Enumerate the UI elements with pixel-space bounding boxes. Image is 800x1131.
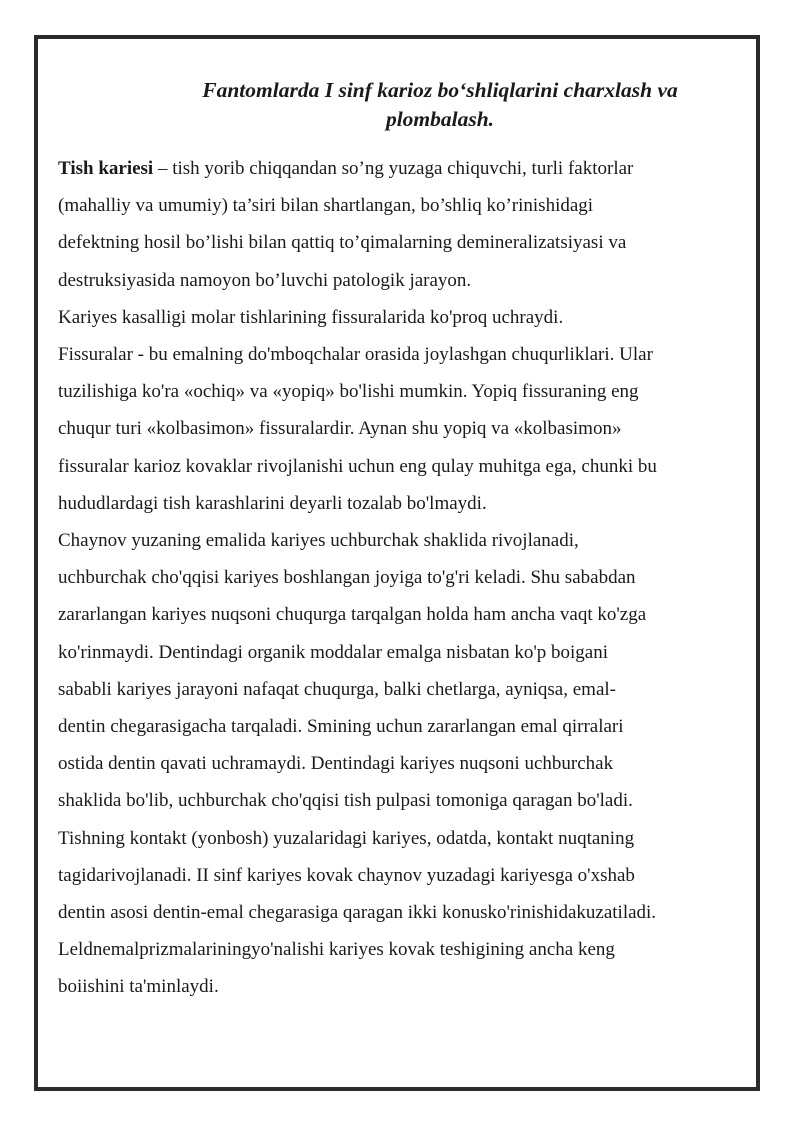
text-line: Kariyes kasalligi molar tishlarining fissuralarida ko'proq uchraydi. <box>58 306 564 328</box>
text-line: sababli kariyes jarayoni nafaqat chuqurga, balki chetlarga, ayniqsa, emal- <box>58 678 616 700</box>
text-line: zararlangan kariyes nuqsoni chuqurga tarqalgan holda ham ancha vaqt ko'zga <box>58 604 647 626</box>
text-line: defektning hosil bo’lishi bilan qattiq to’qimalarning demineralizatsiyasi va <box>58 232 627 254</box>
text-line: (mahalliy va umumiy) ta’siri bilan shartlangan, bo’shliq ko’rinishidagi <box>58 195 594 217</box>
text-line: Tishning kontakt (yonbosh) yuzalaridagi kariyes, odatda, kontakt nuqtaning <box>58 827 635 849</box>
definition-line <box>58 150 758 187</box>
text-line: Leldnemalprizmalariningyo'nalishi kariyes kovak teshigining ancha keng <box>58 939 615 961</box>
text-line: dentin chegarasigacha tarqaladi. Smining uchun zararlangan emal qirralari <box>58 716 624 738</box>
document-body <box>58 150 758 1006</box>
text-line: ostida dentin qavati uchramaydi. Dentindagi kariyes nuqsoni uchburchak <box>58 753 614 775</box>
text-line: uchburchak cho'qqisi kariyes boshlangan joyiga to'g'ri keladi. Shu sababdan <box>58 567 636 589</box>
text-line: boiishini ta'minlaydi. <box>58 976 219 998</box>
text-line: chuqur turi «kolbasimon» fissuralardir. Aynan shu yopiq va «kolbasimon» <box>58 418 622 440</box>
title-line: plombalash. <box>385 107 495 131</box>
definition-text: – tish yorib chiqqandan so’ng yuzaga chiquvchi, turli faktorlar <box>153 158 634 179</box>
definition-term: Tish kariesi <box>58 158 154 179</box>
text-line: shaklida bo'lib, uchburchak cho'qqisi tish pulpasi tomoniga qaragan bo'ladi. <box>58 790 633 812</box>
text-line: ko'rinmaydi. Dentindagi organik moddalar emalga nisbatan ko'p boigani <box>58 641 608 663</box>
text-line: Chaynov yuzaning emalida kariyes uchburchak shaklida rivojlanadi, <box>58 530 579 552</box>
text-line: hududlardagi tish karashlarini deyarli tozalab bo'lmaydi. <box>58 492 487 514</box>
title-line: Fantomlarda I sinf karioz bo‘shliqlarini charxlash va <box>202 78 678 102</box>
text-line: fissuralar karioz kovaklar rivojlanishi uchun eng qulay muhitga ega, chunki bu <box>58 455 657 477</box>
document-title <box>130 76 750 134</box>
text-line: tagidarivojlanadi. II sinf kariyes kovak chaynov yuzadagi kariyesga o'xshab <box>58 864 635 886</box>
text-line: Fissuralar - bu emalning do'mboqchalar orasida joylashgan chuqurliklari. Ular <box>58 344 653 366</box>
text-line: destruksiyasida namoyon bo’luvchi patologik jarayon. <box>58 269 472 291</box>
text-line: tuzilishiga ko'ra «ochiq» va «yopiq» bo'lishi mumkin. Yopiq fissuraning eng <box>58 381 639 403</box>
text-line: dentin asosi dentin-emal chegarasiga qaragan ikki konusko'rinishidakuzatiladi. <box>58 902 657 924</box>
